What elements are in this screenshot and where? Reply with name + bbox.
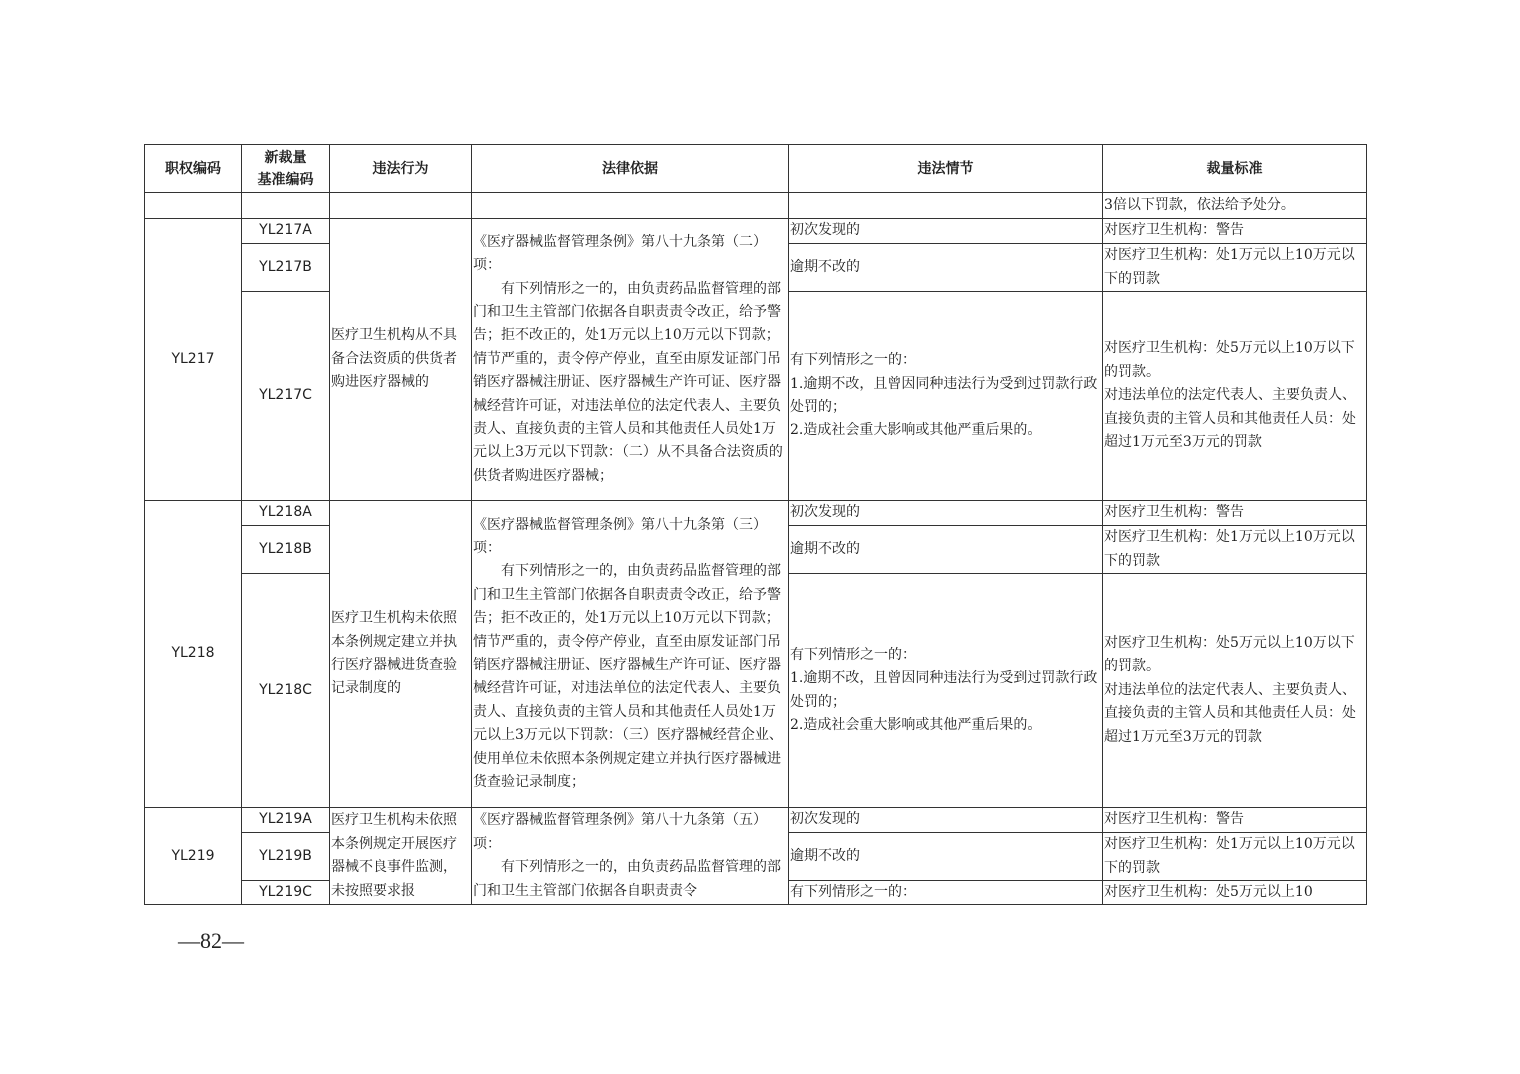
authority-code: YL219 [145, 808, 242, 905]
circumstance: 逾期不改的 [789, 833, 1103, 881]
header-circumstances: 违法情节 [789, 145, 1103, 193]
sub-code: YL217B [242, 244, 330, 292]
circumstance: 初次发现的 [789, 219, 1103, 244]
legal-basis [472, 808, 789, 905]
authority-code: YL218 [145, 501, 242, 808]
sub-code: YL217A [242, 219, 330, 244]
circumstance: 有下列情形之一的： 1.逾期不改，且曾因同种违法行为受到过罚款行政处罚的； 2.造成社会重大影响或其他严重后果的。 [789, 292, 1103, 501]
authority-code: YL217 [145, 219, 242, 501]
legal-basis-body: 有下列情形之一的，由负责药品监督管理的部门和卫生主管部门依据各自职责责令 [473, 859, 781, 899]
header-standard: 裁量标准 [1103, 145, 1367, 193]
standard: 对医疗卫生机构：处5万元以上10 [1103, 881, 1367, 905]
standard: 对医疗卫生机构：警告 [1103, 501, 1367, 526]
standard: 对医疗卫生机构：处1万元以上10万元以下的罚款 [1103, 833, 1367, 881]
circumstance: 逾期不改的 [789, 244, 1103, 292]
header-legal-basis: 法律依据 [472, 145, 789, 193]
discretion-standard-table [144, 144, 1367, 905]
header-sub-code [242, 145, 330, 193]
standard: 对医疗卫生机构：处5万元以上10万以下的罚款。 对违法单位的法定代表人、主要负责人、直接负责的主管人员和其他责任人员：处超过1万元至3万元的罚款 [1103, 574, 1367, 808]
table-row [145, 501, 1367, 526]
sub-code: YL219C [242, 881, 330, 905]
header-violation: 违法行为 [330, 145, 472, 193]
table-row [145, 808, 1367, 833]
sub-code: YL218C [242, 574, 330, 808]
sub-code: YL217C [242, 292, 330, 501]
sub-code: YL218B [242, 526, 330, 574]
header-authority-code: 职权编码 [145, 145, 242, 193]
legal-basis-head: 《医疗器械监督管理条例》第八十九条第（五）项： [473, 812, 767, 852]
table-header-row [145, 145, 1367, 193]
violation-behavior: 医疗卫生机构未依照本条例规定建立并执行医疗器械进货查验记录制度的 [330, 501, 472, 808]
circumstance: 初次发现的 [789, 501, 1103, 526]
circumstance: 有下列情形之一的： 1.逾期不改，且曾因同种违法行为受到过罚款行政处罚的； 2.造成社会重大影响或其他严重后果的。 [789, 574, 1103, 808]
standard: 对医疗卫生机构：处1万元以上10万元以下的罚款 [1103, 526, 1367, 574]
legal-basis-body: 有下列情形之一的，由负责药品监督管理的部门和卫生主管部门依据各自职责责令改正，给予警告；拒不改正的，处1万元以上10万元以下罚款；情节严重的，责令停产停业，直至由原发证部门吊销医疗器械注册证、医疗器械生产许可证、医疗器械经营许可证，对违法单位的法定代表人、主要负责人、直接负责的主管人员和其他责任人员处1万元以上3万元以下罚款：（二）从不具备合法资质的供货者购进医疗器械； [473, 280, 783, 484]
legal-basis [472, 219, 789, 501]
legal-basis-body: 有下列情形之一的，由负责药品监督管理的部门和卫生主管部门依据各自职责责令改正，给予警告；拒不改正的，处1万元以上10万元以下罚款；情节严重的，责令停产停业，直至由原发证部门吊销医疗器械注册证、医疗器械生产许可证、医疗器械经营许可证，对违法单位的法定代表人、主要负责人、直接负责的主管人员和其他责任人员处1万元以上3万元以下罚款：（三）医疗器械经营企业、使用单位未依照本条例规定建立并执行医疗器械进货查验记录制度； [473, 563, 783, 791]
legal-basis-head: 《医疗器械监督管理条例》第八十九条第（二）项： [473, 233, 767, 274]
circumstance: 有下列情形之一的： [789, 881, 1103, 905]
header-sub-code-line1: 新裁量 [264, 149, 307, 166]
standard: 对医疗卫生机构：处1万元以上10万元以下的罚款 [1103, 244, 1367, 292]
sub-code: YL218A [242, 501, 330, 526]
sub-code: YL219B [242, 833, 330, 881]
standard: 对医疗卫生机构：处5万元以上10万以下的罚款。 对违法单位的法定代表人、主要负责人、直接负责的主管人员和其他责任人员：处超过1万元至3万元的罚款 [1103, 292, 1367, 501]
standard: 对医疗卫生机构：警告 [1103, 219, 1367, 244]
violation-behavior: 医疗卫生机构未依照本条例规定开展医疗器械不良事件监测，未按照要求报 [330, 808, 472, 905]
header-sub-code-line2: 基准编码 [257, 171, 314, 188]
carry-over-row [145, 193, 1367, 219]
page-number: —82— [178, 928, 244, 953]
sub-code: YL219A [242, 808, 330, 833]
violation-behavior: 医疗卫生机构从不具备合法资质的供货者购进医疗器械的 [330, 219, 472, 501]
table-row [145, 219, 1367, 244]
circumstance: 初次发现的 [789, 808, 1103, 833]
circumstance: 逾期不改的 [789, 526, 1103, 574]
standard: 对医疗卫生机构：警告 [1103, 808, 1367, 833]
carry-over-standard: 3倍以下罚款，依法给予处分。 [1103, 193, 1367, 219]
legal-basis-head: 《医疗器械监督管理条例》第八十九条第（三）项： [473, 516, 767, 556]
legal-basis [472, 501, 789, 808]
